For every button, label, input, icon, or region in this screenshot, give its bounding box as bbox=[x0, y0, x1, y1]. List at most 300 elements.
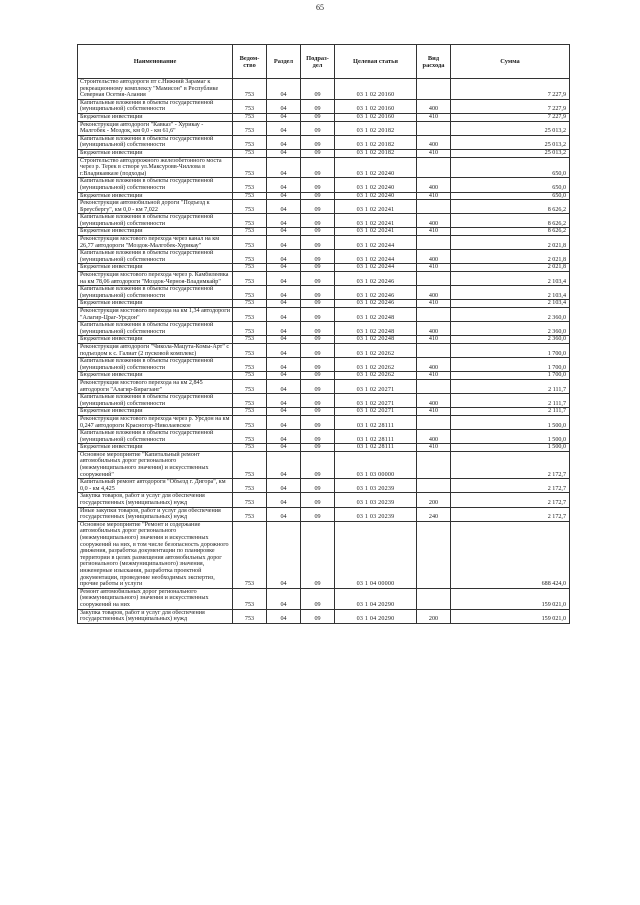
cell-statya: 03 1 02 20244 bbox=[335, 264, 417, 272]
cell-ved: 753 bbox=[233, 214, 267, 228]
table-row bbox=[78, 149, 570, 157]
table-row bbox=[78, 192, 570, 200]
header-name: Наименование bbox=[78, 45, 233, 79]
cell-name: Бюджетные инвестиции bbox=[78, 372, 233, 380]
cell-name: Закупка товаров, работ и услуг для обеспечения государственных (муниципальных) нужд bbox=[78, 493, 233, 507]
cell-statya: 03 1 02 20246 bbox=[335, 300, 417, 308]
cell-podrazdel: 09 bbox=[301, 451, 335, 478]
table-row bbox=[78, 250, 570, 264]
cell-podrazdel: 09 bbox=[301, 379, 335, 393]
cell-summa: 1 700,0 bbox=[451, 372, 570, 380]
cell-razdel: 04 bbox=[267, 178, 301, 192]
cell-statya: 03 1 02 20241 bbox=[335, 228, 417, 236]
table-row bbox=[78, 444, 570, 452]
cell-name: Капитальный ремонт автодороги "Объезд г. Дигора", км 0,0 - км 4,425 bbox=[78, 479, 233, 493]
cell-ved: 753 bbox=[233, 79, 267, 100]
table-row bbox=[78, 79, 570, 100]
cell-podrazdel: 09 bbox=[301, 157, 335, 178]
cell-statya: 03 1 02 28111 bbox=[335, 415, 417, 429]
cell-statya: 03 1 02 20182 bbox=[335, 149, 417, 157]
cell-vid: 410 bbox=[417, 408, 451, 416]
cell-name: Бюджетные инвестиции bbox=[78, 408, 233, 416]
cell-podrazdel: 09 bbox=[301, 113, 335, 121]
cell-razdel: 04 bbox=[267, 157, 301, 178]
cell-summa: 2 172,7 bbox=[451, 451, 570, 478]
cell-podrazdel: 09 bbox=[301, 135, 335, 149]
cell-ved: 753 bbox=[233, 358, 267, 372]
cell-name: Закупка товаров, работ и услуг для обеспечения государственных (муниципальных) нужд bbox=[78, 609, 233, 623]
cell-vid: 400 bbox=[417, 394, 451, 408]
cell-statya: 03 1 02 20182 bbox=[335, 121, 417, 135]
cell-name: Капитальные вложения в объекты государственной (муниципальной) собственности bbox=[78, 135, 233, 149]
cell-podrazdel: 09 bbox=[301, 408, 335, 416]
header-ved: Ведом-ство bbox=[233, 45, 267, 79]
cell-summa: 2 021,8 bbox=[451, 250, 570, 264]
cell-razdel: 04 bbox=[267, 588, 301, 609]
cell-ved: 753 bbox=[233, 149, 267, 157]
cell-podrazdel: 09 bbox=[301, 236, 335, 250]
table-row bbox=[78, 236, 570, 250]
cell-summa: 7 227,9 bbox=[451, 99, 570, 113]
cell-summa: 1 500,0 bbox=[451, 430, 570, 444]
cell-razdel: 04 bbox=[267, 379, 301, 393]
cell-ved: 753 bbox=[233, 113, 267, 121]
cell-summa: 1 700,0 bbox=[451, 343, 570, 357]
cell-podrazdel: 09 bbox=[301, 479, 335, 493]
cell-vid: 410 bbox=[417, 149, 451, 157]
table-row bbox=[78, 200, 570, 214]
cell-podrazdel: 09 bbox=[301, 444, 335, 452]
table-row bbox=[78, 408, 570, 416]
cell-vid: 200 bbox=[417, 493, 451, 507]
cell-razdel: 04 bbox=[267, 135, 301, 149]
cell-ved: 753 bbox=[233, 379, 267, 393]
cell-ved: 753 bbox=[233, 135, 267, 149]
cell-statya: 03 1 02 20160 bbox=[335, 99, 417, 113]
cell-razdel: 04 bbox=[267, 79, 301, 100]
cell-summa: 2 021,8 bbox=[451, 236, 570, 250]
cell-ved: 753 bbox=[233, 200, 267, 214]
cell-ved: 753 bbox=[233, 264, 267, 272]
cell-summa: 25 013,2 bbox=[451, 149, 570, 157]
cell-podrazdel: 09 bbox=[301, 372, 335, 380]
table-row bbox=[78, 394, 570, 408]
table-row bbox=[78, 272, 570, 286]
cell-statya: 03 1 02 20248 bbox=[335, 308, 417, 322]
cell-razdel: 04 bbox=[267, 250, 301, 264]
cell-razdel: 04 bbox=[267, 394, 301, 408]
cell-podrazdel: 09 bbox=[301, 250, 335, 264]
cell-name: Бюджетные инвестиции bbox=[78, 444, 233, 452]
cell-summa: 159 021,0 bbox=[451, 609, 570, 623]
table-row bbox=[78, 358, 570, 372]
table-row bbox=[78, 521, 570, 588]
cell-summa: 1 700,0 bbox=[451, 358, 570, 372]
cell-vid: 410 bbox=[417, 372, 451, 380]
cell-name: Бюджетные инвестиции bbox=[78, 264, 233, 272]
cell-vid: 410 bbox=[417, 444, 451, 452]
cell-name: Капитальные вложения в объекты государственной (муниципальной) собственности bbox=[78, 394, 233, 408]
cell-ved: 753 bbox=[233, 507, 267, 521]
cell-ved: 753 bbox=[233, 336, 267, 344]
cell-statya: 03 1 02 20262 bbox=[335, 372, 417, 380]
cell-podrazdel: 09 bbox=[301, 521, 335, 588]
table-row bbox=[78, 322, 570, 336]
cell-name: Основное мероприятие "Ремонт и содержание автомобильных дорог регионального (межмуниципального) значения и искусственных сооружений на них, в том числе безопасность дорожного движения, разработка документации по планировке территории в целях размещения автомобильных дорог регионального (межмуниципального) значения, инженерные изыскания, разработка проектной документации, проведение необходимых экспертиз, прочие работы и услуги bbox=[78, 521, 233, 588]
cell-statya: 03 1 02 20244 bbox=[335, 236, 417, 250]
cell-name: Капитальные вложения в объекты государственной (муниципальной) собственности bbox=[78, 214, 233, 228]
cell-podrazdel: 09 bbox=[301, 588, 335, 609]
cell-ved: 753 bbox=[233, 394, 267, 408]
cell-summa: 2 021,8 bbox=[451, 264, 570, 272]
cell-podrazdel: 09 bbox=[301, 192, 335, 200]
cell-podrazdel: 09 bbox=[301, 214, 335, 228]
cell-statya: 03 1 03 20239 bbox=[335, 493, 417, 507]
cell-podrazdel: 09 bbox=[301, 99, 335, 113]
table-row bbox=[78, 214, 570, 228]
cell-summa: 1 500,0 bbox=[451, 444, 570, 452]
cell-ved: 753 bbox=[233, 372, 267, 380]
cell-vid bbox=[417, 236, 451, 250]
cell-name: Бюджетные инвестиции bbox=[78, 113, 233, 121]
cell-vid: 410 bbox=[417, 300, 451, 308]
cell-name: Строительство автодороги пт с.Нижний Зарамаг к рекреационному комплексу "Мамисон" в Республике Северная Осетия-Алания bbox=[78, 79, 233, 100]
cell-vid bbox=[417, 308, 451, 322]
cell-summa: 2 111,7 bbox=[451, 394, 570, 408]
cell-razdel: 04 bbox=[267, 286, 301, 300]
cell-name: Капитальные вложения в объекты государственной (муниципальной) собственности bbox=[78, 322, 233, 336]
cell-statya: 03 1 02 20160 bbox=[335, 79, 417, 100]
cell-ved: 753 bbox=[233, 444, 267, 452]
cell-statya: 03 1 03 00000 bbox=[335, 451, 417, 478]
table-row bbox=[78, 372, 570, 380]
cell-razdel: 04 bbox=[267, 214, 301, 228]
cell-podrazdel: 09 bbox=[301, 415, 335, 429]
budget-table bbox=[77, 44, 570, 624]
cell-name: Реконструкция автодороги "Чикола-Мацута-Комы-Арт" с подъездом к с. Галиат (2 пусковой комплекс) bbox=[78, 343, 233, 357]
table-row bbox=[78, 286, 570, 300]
cell-podrazdel: 09 bbox=[301, 79, 335, 100]
table-row bbox=[78, 343, 570, 357]
table-row bbox=[78, 507, 570, 521]
table-row bbox=[78, 135, 570, 149]
cell-razdel: 04 bbox=[267, 236, 301, 250]
cell-statya: 03 1 02 20241 bbox=[335, 214, 417, 228]
cell-statya: 03 1 02 20246 bbox=[335, 286, 417, 300]
cell-name: Бюджетные инвестиции bbox=[78, 149, 233, 157]
cell-statya: 03 1 02 20262 bbox=[335, 343, 417, 357]
cell-summa: 650,0 bbox=[451, 192, 570, 200]
cell-razdel: 04 bbox=[267, 121, 301, 135]
cell-podrazdel: 09 bbox=[301, 308, 335, 322]
cell-vid: 400 bbox=[417, 430, 451, 444]
cell-summa: 2 172,7 bbox=[451, 493, 570, 507]
cell-podrazdel: 09 bbox=[301, 149, 335, 157]
cell-ved: 753 bbox=[233, 588, 267, 609]
table-row bbox=[78, 228, 570, 236]
cell-name: Бюджетные инвестиции bbox=[78, 300, 233, 308]
cell-vid bbox=[417, 588, 451, 609]
cell-summa: 650,0 bbox=[451, 157, 570, 178]
cell-statya: 03 1 04 20290 bbox=[335, 588, 417, 609]
cell-name: Капитальные вложения в объекты государственной (муниципальной) собственности bbox=[78, 358, 233, 372]
cell-podrazdel: 09 bbox=[301, 507, 335, 521]
cell-vid bbox=[417, 379, 451, 393]
cell-vid: 400 bbox=[417, 322, 451, 336]
cell-name: Бюджетные инвестиции bbox=[78, 192, 233, 200]
table-row bbox=[78, 609, 570, 623]
cell-name: Капитальные вложения в объекты государственной (муниципальной) собственности bbox=[78, 99, 233, 113]
cell-summa: 2 103,4 bbox=[451, 286, 570, 300]
cell-podrazdel: 09 bbox=[301, 272, 335, 286]
cell-razdel: 04 bbox=[267, 113, 301, 121]
cell-podrazdel: 09 bbox=[301, 336, 335, 344]
cell-vid: 400 bbox=[417, 99, 451, 113]
page-number: 65 bbox=[316, 3, 324, 12]
cell-razdel: 04 bbox=[267, 272, 301, 286]
cell-vid bbox=[417, 157, 451, 178]
cell-summa: 7 227,9 bbox=[451, 113, 570, 121]
table-row bbox=[78, 300, 570, 308]
cell-razdel: 04 bbox=[267, 149, 301, 157]
cell-vid: 410 bbox=[417, 113, 451, 121]
table-row bbox=[78, 451, 570, 478]
table-row bbox=[78, 113, 570, 121]
cell-statya: 03 1 04 00000 bbox=[335, 521, 417, 588]
cell-statya: 03 1 03 20239 bbox=[335, 479, 417, 493]
cell-vid: 410 bbox=[417, 264, 451, 272]
header-podrazdel: Подраз-дел bbox=[301, 45, 335, 79]
cell-summa: 2 360,0 bbox=[451, 336, 570, 344]
table-row bbox=[78, 178, 570, 192]
cell-podrazdel: 09 bbox=[301, 609, 335, 623]
cell-vid: 400 bbox=[417, 135, 451, 149]
cell-razdel: 04 bbox=[267, 264, 301, 272]
cell-razdel: 04 bbox=[267, 343, 301, 357]
cell-razdel: 04 bbox=[267, 493, 301, 507]
cell-razdel: 04 bbox=[267, 228, 301, 236]
cell-ved: 753 bbox=[233, 430, 267, 444]
cell-name: Реконструкция мостового перехода на км 1,34 автодороги "Алагир-Цраг-Урсдон" bbox=[78, 308, 233, 322]
cell-podrazdel: 09 bbox=[301, 286, 335, 300]
cell-razdel: 04 bbox=[267, 336, 301, 344]
cell-name: Бюджетные инвестиции bbox=[78, 336, 233, 344]
cell-summa: 2 103,4 bbox=[451, 300, 570, 308]
cell-statya: 03 1 02 20182 bbox=[335, 135, 417, 149]
cell-podrazdel: 09 bbox=[301, 300, 335, 308]
cell-summa: 2 111,7 bbox=[451, 408, 570, 416]
cell-ved: 753 bbox=[233, 415, 267, 429]
cell-vid bbox=[417, 521, 451, 588]
cell-razdel: 04 bbox=[267, 308, 301, 322]
cell-name: Реконструкция автодороги "Кавказ" - Хурикау - Малгобек - Моздок, км 0,0 - км 61,6" bbox=[78, 121, 233, 135]
table-row bbox=[78, 415, 570, 429]
cell-name: Капитальные вложения в объекты государственной (муниципальной) собственности bbox=[78, 286, 233, 300]
cell-ved: 753 bbox=[233, 99, 267, 113]
cell-ved: 753 bbox=[233, 609, 267, 623]
header-summa: Сумма bbox=[451, 45, 570, 79]
cell-summa: 25 013,2 bbox=[451, 135, 570, 149]
cell-razdel: 04 bbox=[267, 99, 301, 113]
cell-ved: 753 bbox=[233, 308, 267, 322]
cell-ved: 753 bbox=[233, 272, 267, 286]
table-header-row bbox=[78, 45, 570, 79]
cell-name: Основное мероприятие "Капитальный ремонт автомобильных дорог регионального (межмуниципального значения) и искусственных сооружений" bbox=[78, 451, 233, 478]
cell-podrazdel: 09 bbox=[301, 430, 335, 444]
cell-vid: 400 bbox=[417, 358, 451, 372]
cell-ved: 753 bbox=[233, 408, 267, 416]
cell-statya: 03 1 02 20271 bbox=[335, 408, 417, 416]
cell-summa: 8 626,2 bbox=[451, 200, 570, 214]
cell-ved: 753 bbox=[233, 521, 267, 588]
cell-podrazdel: 09 bbox=[301, 322, 335, 336]
cell-razdel: 04 bbox=[267, 609, 301, 623]
cell-name: Реконструкция мостового перехода через канал на км 26,77 автодороги "Моздок-Малгобек-Хурикау" bbox=[78, 236, 233, 250]
cell-podrazdel: 09 bbox=[301, 228, 335, 236]
cell-ved: 753 bbox=[233, 236, 267, 250]
table-row bbox=[78, 493, 570, 507]
cell-summa: 2 111,7 bbox=[451, 379, 570, 393]
cell-summa: 2 103,4 bbox=[451, 272, 570, 286]
table-row bbox=[78, 336, 570, 344]
cell-summa: 2 172,7 bbox=[451, 507, 570, 521]
table-row bbox=[78, 157, 570, 178]
cell-statya: 03 1 02 20246 bbox=[335, 272, 417, 286]
cell-summa: 25 013,2 bbox=[451, 121, 570, 135]
cell-ved: 753 bbox=[233, 300, 267, 308]
cell-razdel: 04 bbox=[267, 408, 301, 416]
cell-vid bbox=[417, 200, 451, 214]
cell-summa: 2 172,7 bbox=[451, 479, 570, 493]
cell-ved: 753 bbox=[233, 157, 267, 178]
cell-podrazdel: 09 bbox=[301, 493, 335, 507]
cell-razdel: 04 bbox=[267, 300, 301, 308]
cell-podrazdel: 09 bbox=[301, 121, 335, 135]
table-row bbox=[78, 479, 570, 493]
cell-statya: 03 1 02 20248 bbox=[335, 322, 417, 336]
cell-name: Строительство автодорожного железобетонного моста через р. Терек в створе ул.Максуровв-Чиллова в г.Владикавказе (подходы) bbox=[78, 157, 233, 178]
header-razdel: Раздел bbox=[267, 45, 301, 79]
cell-ved: 753 bbox=[233, 192, 267, 200]
cell-statya: 03 1 02 20271 bbox=[335, 379, 417, 393]
cell-summa: 2 360,0 bbox=[451, 308, 570, 322]
cell-ved: 753 bbox=[233, 178, 267, 192]
cell-razdel: 04 bbox=[267, 507, 301, 521]
cell-razdel: 04 bbox=[267, 430, 301, 444]
cell-podrazdel: 09 bbox=[301, 200, 335, 214]
cell-ved: 753 bbox=[233, 343, 267, 357]
cell-statya: 03 1 02 20240 bbox=[335, 178, 417, 192]
cell-summa: 8 626,2 bbox=[451, 228, 570, 236]
cell-name: Реконструкция мостового перехода через р. Камбилеевка на км 78,06 автодороги "Моздок-Черноя-Владимкайр" bbox=[78, 272, 233, 286]
cell-vid: 410 bbox=[417, 336, 451, 344]
table-row bbox=[78, 379, 570, 393]
cell-razdel: 04 bbox=[267, 200, 301, 214]
cell-summa: 159 021,0 bbox=[451, 588, 570, 609]
header-statya: Целевая статья bbox=[335, 45, 417, 79]
cell-name: Иные закупки товаров, работ и услуг для обеспечения государственных (муниципальных) нужд bbox=[78, 507, 233, 521]
cell-razdel: 04 bbox=[267, 521, 301, 588]
cell-vid bbox=[417, 415, 451, 429]
cell-razdel: 04 bbox=[267, 479, 301, 493]
table-row bbox=[78, 264, 570, 272]
cell-vid: 400 bbox=[417, 178, 451, 192]
cell-name: Бюджетные инвестиции bbox=[78, 228, 233, 236]
cell-statya: 03 1 02 20248 bbox=[335, 336, 417, 344]
cell-statya: 03 1 02 20240 bbox=[335, 192, 417, 200]
cell-razdel: 04 bbox=[267, 415, 301, 429]
cell-summa: 1 500,0 bbox=[451, 415, 570, 429]
cell-statya: 03 1 02 28111 bbox=[335, 430, 417, 444]
cell-vid: 410 bbox=[417, 192, 451, 200]
header-vid: Вид расхода bbox=[417, 45, 451, 79]
cell-razdel: 04 bbox=[267, 444, 301, 452]
cell-name: Капитальные вложения в объекты государственной (муниципальной) собственности bbox=[78, 430, 233, 444]
cell-razdel: 04 bbox=[267, 451, 301, 478]
cell-name: Капитальные вложения в объекты государственной (муниципальной) собственности bbox=[78, 178, 233, 192]
cell-ved: 753 bbox=[233, 479, 267, 493]
cell-podrazdel: 09 bbox=[301, 358, 335, 372]
table-row bbox=[78, 430, 570, 444]
cell-vid bbox=[417, 451, 451, 478]
cell-vid: 410 bbox=[417, 228, 451, 236]
cell-podrazdel: 09 bbox=[301, 264, 335, 272]
cell-name: Капитальные вложения в объекты государственной (муниципальной) собственности bbox=[78, 250, 233, 264]
cell-name: Ремонт автомобильных дорог регионального (межмуниципального) значения и искусственных сооружений на них bbox=[78, 588, 233, 609]
cell-vid bbox=[417, 121, 451, 135]
cell-ved: 753 bbox=[233, 451, 267, 478]
cell-summa: 2 360,0 bbox=[451, 322, 570, 336]
cell-statya: 03 1 02 20240 bbox=[335, 157, 417, 178]
table-row bbox=[78, 308, 570, 322]
cell-vid bbox=[417, 479, 451, 493]
cell-vid bbox=[417, 272, 451, 286]
cell-statya: 03 1 04 20290 bbox=[335, 609, 417, 623]
cell-podrazdel: 09 bbox=[301, 394, 335, 408]
cell-name: Реконструкция автомобильной дороги "Подъезд к Бреусбергу", км 0,0 - км 7,022 bbox=[78, 200, 233, 214]
cell-vid: 400 bbox=[417, 250, 451, 264]
cell-statya: 03 1 03 20239 bbox=[335, 507, 417, 521]
cell-razdel: 04 bbox=[267, 372, 301, 380]
cell-ved: 753 bbox=[233, 322, 267, 336]
cell-summa: 8 626,2 bbox=[451, 214, 570, 228]
cell-ved: 753 bbox=[233, 250, 267, 264]
cell-summa: 7 227,9 bbox=[451, 79, 570, 100]
cell-name: Реконструкция мостового перехода на км 2,845 автодороги "Алагир-Бирагзанг" bbox=[78, 379, 233, 393]
cell-ved: 753 bbox=[233, 493, 267, 507]
table-row bbox=[78, 99, 570, 113]
cell-vid: 240 bbox=[417, 507, 451, 521]
cell-statya: 03 1 02 20262 bbox=[335, 358, 417, 372]
cell-statya: 03 1 02 28111 bbox=[335, 444, 417, 452]
cell-ved: 753 bbox=[233, 228, 267, 236]
cell-razdel: 04 bbox=[267, 322, 301, 336]
cell-podrazdel: 09 bbox=[301, 343, 335, 357]
cell-summa: 650,0 bbox=[451, 178, 570, 192]
table-row bbox=[78, 588, 570, 609]
cell-ved: 753 bbox=[233, 286, 267, 300]
cell-razdel: 04 bbox=[267, 192, 301, 200]
cell-statya: 03 1 02 20241 bbox=[335, 200, 417, 214]
cell-vid: 400 bbox=[417, 286, 451, 300]
cell-statya: 03 1 02 20244 bbox=[335, 250, 417, 264]
cell-vid: 400 bbox=[417, 214, 451, 228]
table-row bbox=[78, 121, 570, 135]
cell-vid bbox=[417, 343, 451, 357]
cell-ved: 753 bbox=[233, 121, 267, 135]
cell-name: Реконструкция мостового перехода через р. Урсдон на км 0,247 автодороги Красногор-Николаевское bbox=[78, 415, 233, 429]
cell-podrazdel: 09 bbox=[301, 178, 335, 192]
